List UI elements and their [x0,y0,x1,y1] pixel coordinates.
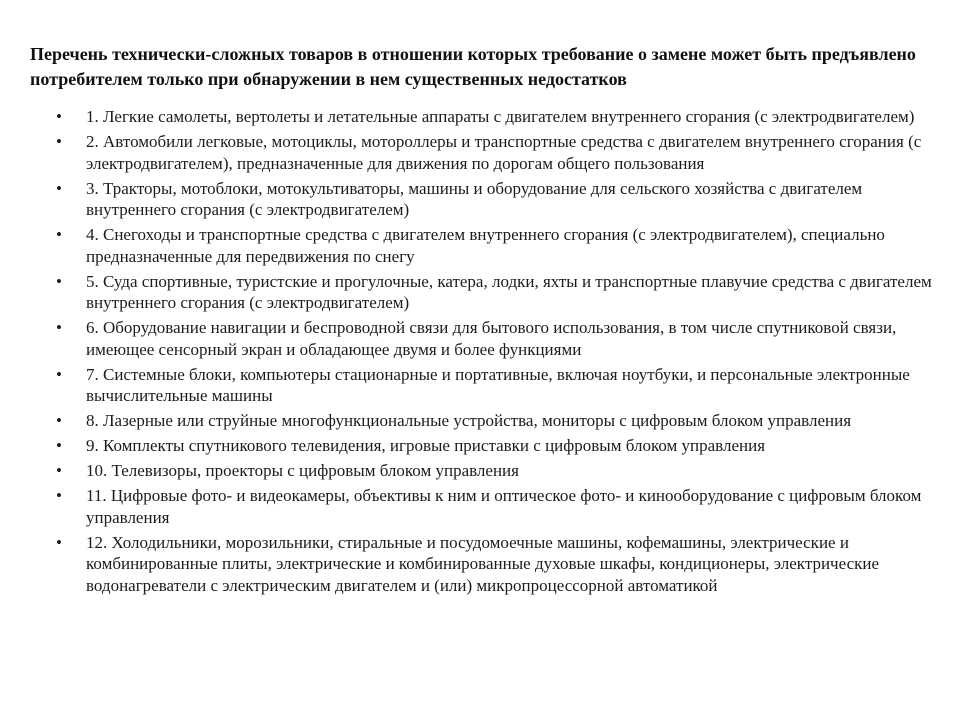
list-item-text: 10. Телевизоры, проекторы с цифровым блоком управления [86,461,519,480]
list-item [56,485,946,528]
bullet-icon: • [56,225,62,244]
list-item-text: 6. Оборудование навигации и беспроводной связи для бытового использования, в том числе спутниковой связи, имеющее сенсорный экран и обладающее двумя и более функциями [86,318,897,359]
list-item [56,435,946,457]
page-title: Перечень технически-сложных товаров в отношении которых требование о замене может быть предъявлено потребителем только при обнаружении в нем существенных недостатков [30,44,916,89]
bullet-icon: • [56,461,62,480]
list-item-text: 1. Легкие самолеты, вертолеты и летательные аппараты с двигателем внутреннего сгорания (с электродвигателем) [86,107,915,126]
list-item [56,224,946,267]
list-item-text: 12. Холодильники, морозильники, стиральные и посудомоечные машины, кофемашины, электрические и комбинированные плиты, электрические и комбинированные духовые шкафы, кондиционеры, электрические водонагреватели с электрическим двигателем и (или) микропроцессорной автоматикой [86,532,880,595]
bullet-icon: • [56,411,62,430]
bullet-icon: • [56,107,62,126]
bullet-icon: • [56,364,62,384]
list-item-text: 4. Снегоходы и транспортные средства с двигателем внутреннего сгорания (с электродвигателем), специально предназначенные для передвижения по снегу [86,225,885,266]
list-item [56,410,946,432]
bullet-icon: • [56,132,62,151]
goods-list [56,106,946,600]
list-item [56,271,946,314]
bullet-icon: • [56,486,62,505]
list-item [56,317,946,360]
list-item [56,460,946,482]
list-item [56,364,946,407]
list-item [56,131,946,174]
list-item-text: 9. Комплекты спутникового телевидения, игровые приставки с цифровым блоком управления [86,436,766,455]
bullet-icon: • [56,178,62,198]
list-item [56,178,946,221]
bullet-icon: • [56,436,62,455]
list-item-text: 11. Цифровые фото- и видеокамеры, объективы к ним и оптическое фото- и кинооборудование с цифровым блоком управления [86,486,922,527]
bullet-icon: • [56,532,62,552]
list-item-text: 3. Тракторы, мотоблоки, мотокультиваторы, машины и оборудование для сельского хозяйства с двигателем внутреннего сгорания (с электродвигателем) [86,178,863,219]
list-item [56,532,946,597]
list-item [56,106,946,128]
list-item-text: 7. Системные блоки, компьютеры стационарные и портативные, включая ноутбуки, и персональные электронные вычислительные машины [86,364,910,405]
list-item-text: 5. Суда спортивные, туристские и прогулочные, катера, лодки, яхты и транспортные плавучие средства с двигателем внутреннего сгорания (с электродвигателем) [86,271,932,312]
bullet-icon: • [56,271,62,291]
list-item-text: 8. Лазерные или струйные многофункциональные устройства, мониторы с цифровым блоком управления [86,411,852,430]
bullet-icon: • [56,318,62,337]
list-item-text: 2. Автомобили легковые, мотоциклы, мотороллеры и транспортные средства с двигателем внутреннего сгорания (с электродвигателем), предназначенные для движения по дорогам общего пользования [86,132,922,173]
